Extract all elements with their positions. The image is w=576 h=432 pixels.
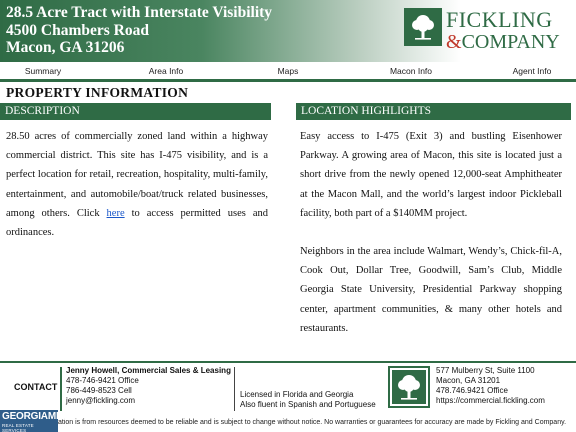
language-line: Also fluent in Spanish and Portuguese: [240, 400, 376, 409]
tab-area-info[interactable]: Area Info: [136, 62, 196, 81]
footer-divider: [0, 361, 576, 363]
permitted-uses-link[interactable]: here: [106, 207, 125, 219]
license-block: [240, 390, 376, 410]
description-text: [6, 127, 268, 242]
agent-contact-block: [66, 366, 231, 406]
agent-email[interactable]: jenny@fickling.com: [66, 396, 136, 405]
company-brand: [446, 8, 560, 52]
description-header: DESCRIPTION: [0, 103, 271, 120]
nav-divider: [0, 79, 576, 82]
description-tail: to access permitted uses and ordinances.: [6, 207, 268, 239]
location-paragraph: Easy access to I-475 (Exit 3) and bustling Eisenhower Parkway. A growing area of Macon, this site is located just a short drive from the newly opened 12,000-seat Amphitheater at the Macon Mall, and the world’s largest indoor Pickleball facility, both part of a $140MM project.: [300, 131, 562, 219]
listing-address: 4500 Chambers Road: [6, 21, 149, 39]
listing-title: [6, 4, 272, 57]
brand-name-line2: [446, 32, 560, 52]
tab-summary[interactable]: Summary: [14, 62, 72, 81]
office-address-line2: Macon, GA 31201: [436, 376, 501, 385]
agent-divider: [60, 367, 62, 411]
mls-logo-text: GEORGIAMLS: [2, 411, 69, 422]
tab-macon-info[interactable]: Macon Info: [380, 62, 442, 81]
license-line: Licensed in Florida and Georgia: [240, 390, 354, 399]
page-title: PROPERTY INFORMATION: [6, 85, 189, 100]
listing-header: [0, 0, 576, 62]
brand-name-line1: FICKLING: [446, 7, 553, 32]
license-divider: [234, 367, 235, 411]
georgia-mls-logo: [0, 410, 69, 432]
location-highlights-header: LOCATION HIGHLIGHTS: [296, 103, 571, 120]
mls-logo-subtext: REAL ESTATE SERVICES: [2, 423, 34, 432]
listing-title-line: 28.5 Acre Tract with Interstate Visibility: [6, 4, 273, 21]
neighbors-paragraph: Neighbors in the area include Walmart, Wendy’s, Chick-fil-A, Cook Out, Dollar Tree, Goodwill, Sam’s Club, Middle Georgia State University, Presidential Parkway shopping center, apartment communities, & many other hotels and restaurants.: [300, 246, 562, 334]
agent-office-phone: 478-746-9421 Office: [66, 376, 139, 385]
brand-ampersand: &: [446, 31, 462, 53]
contact-label: CONTACT: [14, 382, 58, 392]
listing-city: Macon, GA 31206: [6, 39, 125, 56]
office-website-link[interactable]: https://commercial.fickling.com: [436, 396, 545, 405]
brand-company: COMPANY: [461, 31, 560, 53]
agent-cell-phone: 786-449-8523 Cell: [66, 386, 132, 395]
description-body: 28.50 acres of commercially zoned land within a highway commercial district. This site has I-475 visibility, and is a perfect location for retail, recreation, hospitality, multi-family, entertainment, and automobile/boat/truck related businesses, among others. Click: [6, 131, 268, 219]
office-address-line1: 577 Mulberry St, Suite 1100: [436, 366, 535, 375]
disclaimer-text: ation is from resources deemed to be reliable and is subject to change without notice. No warranties or guarantees for accuracy are made by Fickling and Company.: [0, 413, 576, 432]
office-phone: 478.746.9421 Office: [436, 386, 508, 395]
office-contact-block: [436, 366, 545, 406]
tree-logo-icon: [388, 366, 430, 408]
location-highlights-text: [300, 127, 562, 338]
tab-agent-info[interactable]: Agent Info: [502, 62, 562, 81]
tab-maps[interactable]: Maps: [260, 62, 316, 81]
agent-name: Jenny Howell, Commercial Sales & Leasing: [66, 366, 231, 375]
tree-logo-icon: [404, 8, 442, 46]
